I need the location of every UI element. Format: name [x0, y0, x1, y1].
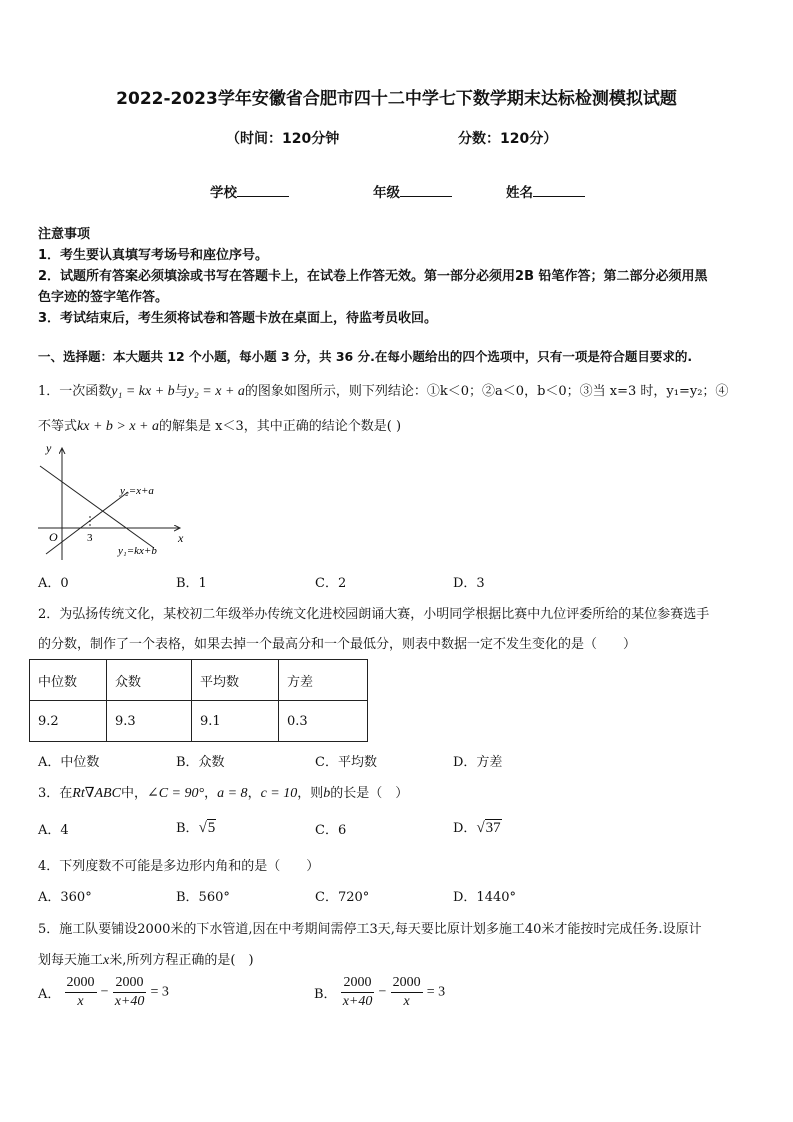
q3-option-b-radicand: 5: [207, 820, 216, 836]
q1-line1: [38, 380, 728, 400]
q1-ineq: kx + b > x + a: [77, 419, 159, 434]
table-cell: 9.1: [192, 701, 279, 742]
q2-option-d[interactable]: D．方差: [453, 755, 503, 770]
q4-option-c[interactable]: C．720°: [315, 890, 370, 905]
exam-title: 2022-2023学年安徽省合肥市四十二中学七下数学期末达标检测模拟试题: [116, 89, 677, 109]
q5-text-b: 米,所列方程正确的是( ): [109, 953, 254, 968]
fraction-numerator: 2000: [341, 974, 375, 993]
grade-label: 年级: [373, 185, 400, 201]
q2-stats-table: [29, 659, 368, 742]
notice-item-3: 3．考试结束后，考生须将试卷和答题卡放在桌面上，待监考员收回。: [38, 311, 438, 326]
q3-option-d-radicand: 37: [485, 820, 501, 836]
q1-option-b[interactable]: B．1: [176, 576, 207, 591]
sqrt-icon: √5: [198, 820, 216, 836]
notice-item-2-cont: 色字迹的签字笔作答。: [38, 290, 169, 305]
q1-line2: [38, 415, 401, 435]
origin-label: O: [49, 530, 58, 544]
q1-text-a: 1．一次函数: [38, 384, 112, 399]
notice-item-2: 2．试题所有答案必须填涂或书写在答题卡上，在试卷上作答无效。第一部分必须用2B 铅笔作答；第二部分必须用黑: [38, 269, 708, 284]
fraction-numerator: 2000: [113, 974, 147, 993]
line-y2: [46, 492, 128, 554]
q3-side-c: c = 10: [260, 786, 298, 801]
q1-text-b: 与: [174, 384, 188, 399]
exam-score: 分数：120分）: [458, 131, 558, 147]
table-cell: 9.3: [107, 701, 192, 742]
q1-option-d[interactable]: D．3: [453, 576, 485, 591]
table-header-cell: 中位数: [30, 660, 107, 701]
school-label: 学校: [210, 185, 237, 201]
q1-option-a[interactable]: A．0: [38, 576, 69, 591]
fraction: [341, 974, 375, 1011]
school-field: [210, 181, 289, 201]
q3-var-b: b: [323, 786, 331, 801]
q5-option-b[interactable]: [314, 974, 445, 1011]
table-cell: 0.3: [279, 701, 368, 742]
name-blank[interactable]: [533, 184, 585, 197]
equals-three: = 3: [150, 984, 169, 1000]
q1-eq2: y₂ = x + a: [187, 384, 245, 399]
sqrt-icon: √37: [476, 820, 501, 836]
q3-line: [38, 782, 408, 802]
q4-option-d[interactable]: D．1440°: [453, 890, 517, 905]
q1-text-d: 不等式: [38, 419, 78, 434]
fraction-numerator: 2000: [65, 974, 97, 993]
fraction-denominator: x+40: [114, 994, 145, 1009]
name-label: 姓名: [506, 185, 533, 201]
fraction: [391, 974, 423, 1011]
name-field: [506, 181, 585, 201]
line-y2-label: y₂=x+a: [120, 485, 154, 497]
q3-triangle: Rt∇ABC: [72, 786, 121, 801]
q2-option-c[interactable]: C．平均数: [315, 755, 377, 770]
q2-option-a[interactable]: A．中位数: [38, 755, 100, 770]
table-header-cell: 众数: [107, 660, 192, 701]
q3-option-d-label: D．: [453, 821, 477, 836]
q2-line1: 2．为弘扬传统文化，某校初二年级举办传统文化进校园朗诵大赛，小明同学根据比赛中九位评委所给的某位参赛选手: [38, 607, 710, 622]
q5-line1: 5．施工队要铺设2000米的下水管道,因在中考期间需停工3天,每天要比原计划多施工40米才能按时完成任务.设原计: [38, 922, 702, 937]
tick-3-label: 3: [87, 532, 93, 544]
x-axis-label: x: [178, 531, 184, 545]
q3-sep: ，: [247, 786, 261, 801]
line-y1-label: y₁=kx+b: [118, 545, 157, 557]
table-row: [30, 660, 368, 701]
fraction: [65, 974, 97, 1011]
q3-text-b: 中，: [120, 786, 147, 801]
fraction-numerator: 2000: [391, 974, 423, 993]
q4-option-a[interactable]: A．360°: [38, 890, 92, 905]
q3-text-c: ，则: [297, 786, 324, 801]
minus-sign: −: [378, 984, 387, 1000]
q4-option-b[interactable]: B．560°: [176, 890, 230, 905]
q3-side-a: a = 8: [217, 786, 248, 801]
q5-line2: [38, 949, 254, 969]
minus-sign: −: [100, 984, 109, 1000]
table-header-cell: 平均数: [192, 660, 279, 701]
q3-option-b[interactable]: [176, 817, 216, 837]
q1-eq1: y₁ = kx + b: [111, 384, 175, 399]
fraction-denominator: x: [403, 994, 410, 1009]
school-blank[interactable]: [237, 184, 289, 197]
q2-line2: 的分数，制作了一个表格，如果去掉一个最高分和一个最低分，则表中数据一定不发生变化的是（ ）: [38, 637, 637, 652]
q4-text: 4．下列度数不可能是多边形内角和的是（ ）: [38, 859, 320, 874]
notice-item-1: 1．考生要认真填写考场号和座位序号。: [38, 248, 269, 263]
q3-text-d: 的长是（ ）: [330, 786, 409, 801]
section1-heading: 一、选择题：本大题共 12 个小题，每小题 3 分，共 36 分.在每小题给出的四个选项中，只有一项是符合题目要求的.: [38, 349, 693, 364]
q3-option-c[interactable]: C．6: [315, 823, 347, 838]
table-header-cell: 方差: [279, 660, 368, 701]
grade-field: [373, 181, 452, 201]
q3-angle: ∠C = 90°: [146, 786, 205, 801]
y-axis-label: y: [46, 441, 52, 455]
notice-heading: 注意事项: [38, 227, 91, 242]
q1-text-e: 的解集是 x＜3，其中正确的结论个数是( ): [159, 419, 402, 434]
q5-var-x: x: [103, 953, 110, 968]
table-row: [30, 701, 368, 742]
fraction: [113, 974, 147, 1011]
q1-text-c: 的图象如图所示，则下列结论：①k＜0；②a＜0，b＜0；③当 x=3 时，y₁=y₂；④: [244, 384, 729, 399]
grade-blank[interactable]: [400, 184, 452, 197]
fraction-denominator: x+40: [342, 994, 373, 1009]
q3-option-a[interactable]: A．4: [38, 823, 69, 838]
exam-time: （时间：120分钟: [226, 131, 340, 147]
q3-sep: ，: [204, 786, 218, 801]
q5-text-a: 划每天施工: [38, 953, 104, 968]
q2-option-b[interactable]: B．众数: [176, 755, 225, 770]
fraction-denominator: x: [77, 994, 84, 1009]
q1-option-c[interactable]: C．2: [315, 576, 347, 591]
q5-option-a-label: A．: [38, 987, 61, 1002]
table-cell: 9.2: [30, 701, 107, 742]
q3-text-a: 3．在: [38, 786, 73, 801]
q5-option-a[interactable]: [38, 974, 169, 1011]
equals-three: = 3: [426, 984, 446, 1000]
q5-option-b-label: B．: [314, 987, 337, 1002]
q3-option-d[interactable]: [453, 817, 502, 837]
q3-option-b-label: B．: [176, 821, 199, 836]
q1-graph: [32, 436, 192, 566]
